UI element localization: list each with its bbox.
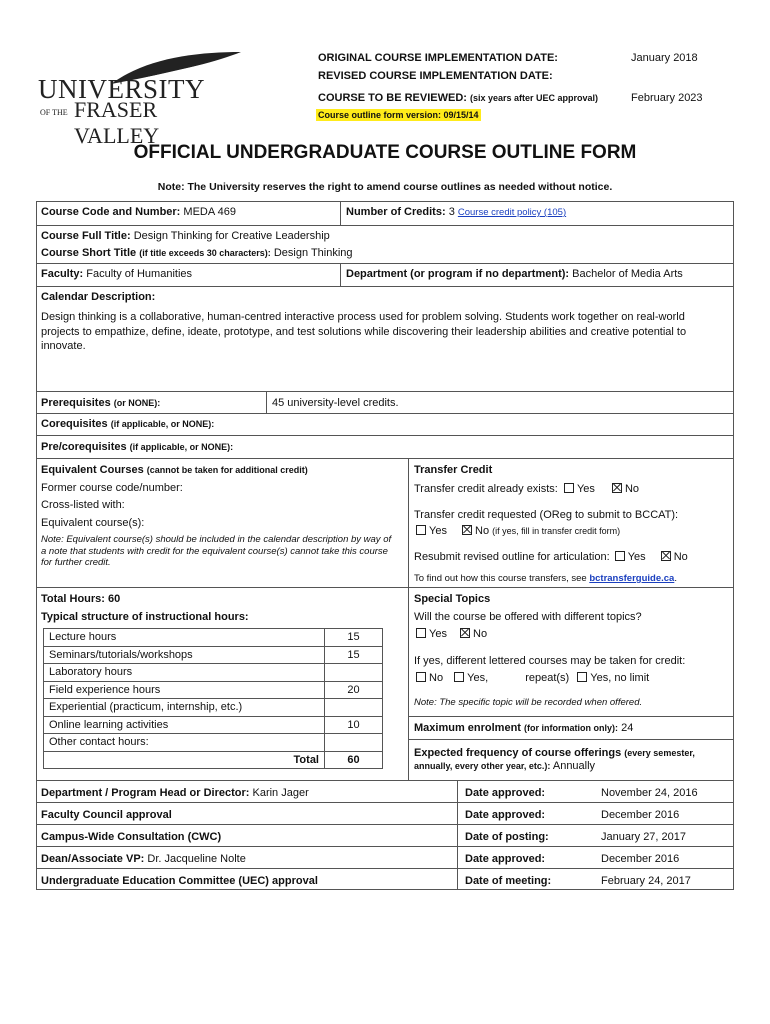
special-topics-note: Note: The specific topic will be recorded when offered. (414, 697, 643, 708)
hours-row-label: Online learning activities (44, 716, 325, 734)
hours-row-label: Field experience hours (44, 681, 325, 699)
revised-date-label: REVISED COURSE IMPLEMENTATION DATE: (318, 70, 553, 82)
approval-date-label: Date approved: (465, 787, 546, 799)
page-title: OFFICIAL UNDERGRADUATE COURSE OUTLINE FORM (133, 142, 637, 163)
course-code: Course Code and Number: MEDA 469 (41, 206, 237, 218)
resubmit-articulation: Resubmit revised outline for articulation: Yes No (414, 551, 688, 563)
credits-value: 3 (448, 206, 455, 218)
transfer-exists: Transfer credit already exists: Yes No (414, 483, 640, 495)
transfer-guide-line: To find out how this course transfers, see bctransferguide.ca. (414, 573, 677, 584)
calendar-label: Calendar Description: (41, 291, 156, 303)
short-title-value: Design Thinking (273, 247, 353, 259)
special-topics-question: Will the course be offered with different topics? (414, 611, 642, 623)
review-label: COURSE TO BE REVIEWED: (318, 92, 467, 104)
max-enrolment-value: 24 (621, 722, 634, 734)
approval-date-label: Date of meeting: (465, 875, 552, 887)
transfer-exists-no-checkbox[interactable] (612, 483, 622, 493)
approval-value: Karin Jager (252, 787, 309, 799)
typical-structure-label: Typical structure of instructional hours: (41, 611, 249, 623)
special-topics-options: Yes No (409, 625, 492, 643)
approval-date-value: February 24, 2017 (601, 875, 691, 887)
prerequisites-value: 45 university-level credits. (272, 397, 399, 409)
equivalent-note: Note: Equivalent course(s) should be included in the calendar description by way of a note that students with credit for the equivalent course(s) cannot take this course for further credit. (41, 534, 392, 568)
hours-row (44, 664, 383, 682)
corequisites: Corequisites (if applicable, or NONE): (41, 418, 215, 430)
hours-table (43, 628, 383, 769)
review-note: (six years after UEC approval) (470, 93, 599, 103)
special-topics-no-checkbox[interactable] (460, 628, 470, 638)
lettered-nolimit-checkbox[interactable] (577, 672, 587, 682)
approval-date-label: Date approved: (465, 853, 546, 865)
hours-row-value: 15 (325, 646, 383, 664)
hours-row (44, 699, 383, 717)
frequency-value: Annually (552, 760, 596, 772)
university-logo (38, 48, 243, 148)
approval-row-left: Campus-Wide Consultation (CWC) (41, 831, 222, 843)
credits: Number of Credits: 3 Course credit policy (105) (346, 206, 567, 218)
course-short-title: Course Short Title (if title exceeds 30 characters): Design Thinking (41, 247, 353, 259)
approval-value: Dr. Jacqueline Nolte (147, 853, 246, 865)
approval-date-label: Date of posting: (465, 831, 549, 843)
approval-date-value: November 24, 2016 (601, 787, 698, 799)
hours-row-label: Experiential (practicum, internship, etc.) (44, 699, 325, 717)
precorequisites: Pre/corequisites (if applicable, or NONE): (41, 441, 234, 453)
hours-row (44, 646, 383, 664)
prerequisites: Prerequisites (or NONE): (41, 397, 161, 409)
approval-row-left: Dean/Associate VP: Dr. Jacqueline Nolte (41, 853, 246, 865)
hours-row-value (325, 699, 383, 717)
approval-date-label: Date approved: (465, 809, 546, 821)
hours-row-label: Seminars/tutorials/workshops (44, 646, 325, 664)
equivalent-course-list: Equivalent course(s): (41, 517, 145, 529)
bctransferguide-link[interactable]: bctransferguide.ca (589, 573, 675, 584)
hours-row-value (325, 734, 383, 752)
approval-date-value: December 2016 (601, 809, 680, 821)
course-full-title: Course Full Title: Design Thinking for Creative Leadership (41, 230, 330, 242)
former-course: Former course code/number: (41, 482, 183, 494)
review-date-value: February 2023 (631, 92, 703, 104)
lettered-yes-checkbox[interactable] (454, 672, 464, 682)
department-value: Bachelor of Media Arts (572, 268, 683, 280)
hours-total-value: 60 (325, 751, 383, 769)
transfer-requested: Transfer credit requested (OReg to submit to BCCAT): (414, 509, 679, 521)
original-date-value: January 2018 (631, 52, 698, 64)
hours-row (44, 716, 383, 734)
disclaimer-note: Note: The University reserves the right to amend course outlines as needed without notice. (157, 181, 613, 193)
resubmit-yes-checkbox[interactable] (615, 551, 625, 561)
logo-of-the: OF THE (40, 108, 68, 117)
course-code-value: MEDA 469 (183, 206, 237, 218)
hours-total-label: Total (44, 751, 325, 769)
transfer-exists-yes-checkbox[interactable] (564, 483, 574, 493)
approval-date-value: December 2016 (601, 853, 680, 865)
hours-row-label: Lecture hours (44, 629, 325, 647)
transfer-credit-label: Transfer Credit (414, 464, 493, 476)
total-hours-value: 60 (108, 593, 121, 605)
hours-row-value: 20 (325, 681, 383, 699)
hours-row (44, 734, 383, 752)
transfer-requested-no-checkbox[interactable] (462, 525, 472, 535)
hours-total-row (44, 751, 383, 769)
department: Department (or program if no department): Bachelor of Media Arts (346, 268, 683, 280)
offering-frequency: Expected frequency of course offerings (every semester, annually, every other year, etc.): Annually (414, 747, 695, 772)
maximum-enrolment: Maximum enrolment (for information only): 24 (414, 722, 634, 734)
credit-policy-link[interactable]: Course credit policy (105) (457, 207, 567, 218)
approval-row-left: Department / Program Head or Director: Karin Jager (41, 787, 309, 799)
hours-row-label: Other contact hours: (44, 734, 325, 752)
special-topics-label: Special Topics (414, 593, 491, 605)
transfer-requested-options: Yes No (if yes, fill in transfer credit form) (409, 522, 729, 540)
equivalent-courses: Equivalent Courses (cannot be taken for additional credit) (41, 464, 308, 476)
hours-row-value: 10 (325, 716, 383, 734)
full-title-value: Design Thinking for Creative Leadership (133, 230, 330, 242)
special-topics-yes-checkbox[interactable] (416, 628, 426, 638)
hours-row-value: 15 (325, 629, 383, 647)
lettered-no-checkbox[interactable] (416, 672, 426, 682)
lettered-courses: If yes, different lettered courses may be taken for credit: (414, 655, 686, 667)
form-version: Course outline form version: 09/15/14 (318, 110, 479, 120)
calendar-description: Design thinking is a collaborative, human-centred interactive process used for problem solving. Students work together on real-world projects to empathize, define, ideate, prototype, and test solutions while discovering their leadership abilities and creative potential to innovate. (41, 311, 687, 352)
lettered-options: No Yes, repeat(s) Yes, no limit (409, 669, 729, 687)
hours-row (44, 629, 383, 647)
hours-row (44, 681, 383, 699)
approval-date-value: January 27, 2017 (601, 831, 687, 843)
review-line (318, 92, 598, 104)
approval-row-left: Faculty Council approval (41, 809, 172, 821)
faculty: Faculty: Faculty of Humanities (41, 268, 193, 280)
hours-row-label: Laboratory hours (44, 664, 325, 682)
cross-listed: Cross-listed with: (41, 499, 125, 511)
approval-row-left: Undergraduate Education Committee (UEC) approval (41, 875, 318, 887)
hours-row-value (325, 664, 383, 682)
resubmit-no-checkbox[interactable] (661, 551, 671, 561)
faculty-value: Faculty of Humanities (86, 268, 193, 280)
original-date-label: ORIGINAL COURSE IMPLEMENTATION DATE: (318, 52, 558, 64)
total-hours: Total Hours: 60 (41, 593, 121, 605)
transfer-requested-yes-checkbox[interactable] (416, 525, 426, 535)
logo-university: UNIVERSITY (38, 74, 205, 104)
logo-fraser-valley: FRASER VALLEY (74, 97, 160, 148)
